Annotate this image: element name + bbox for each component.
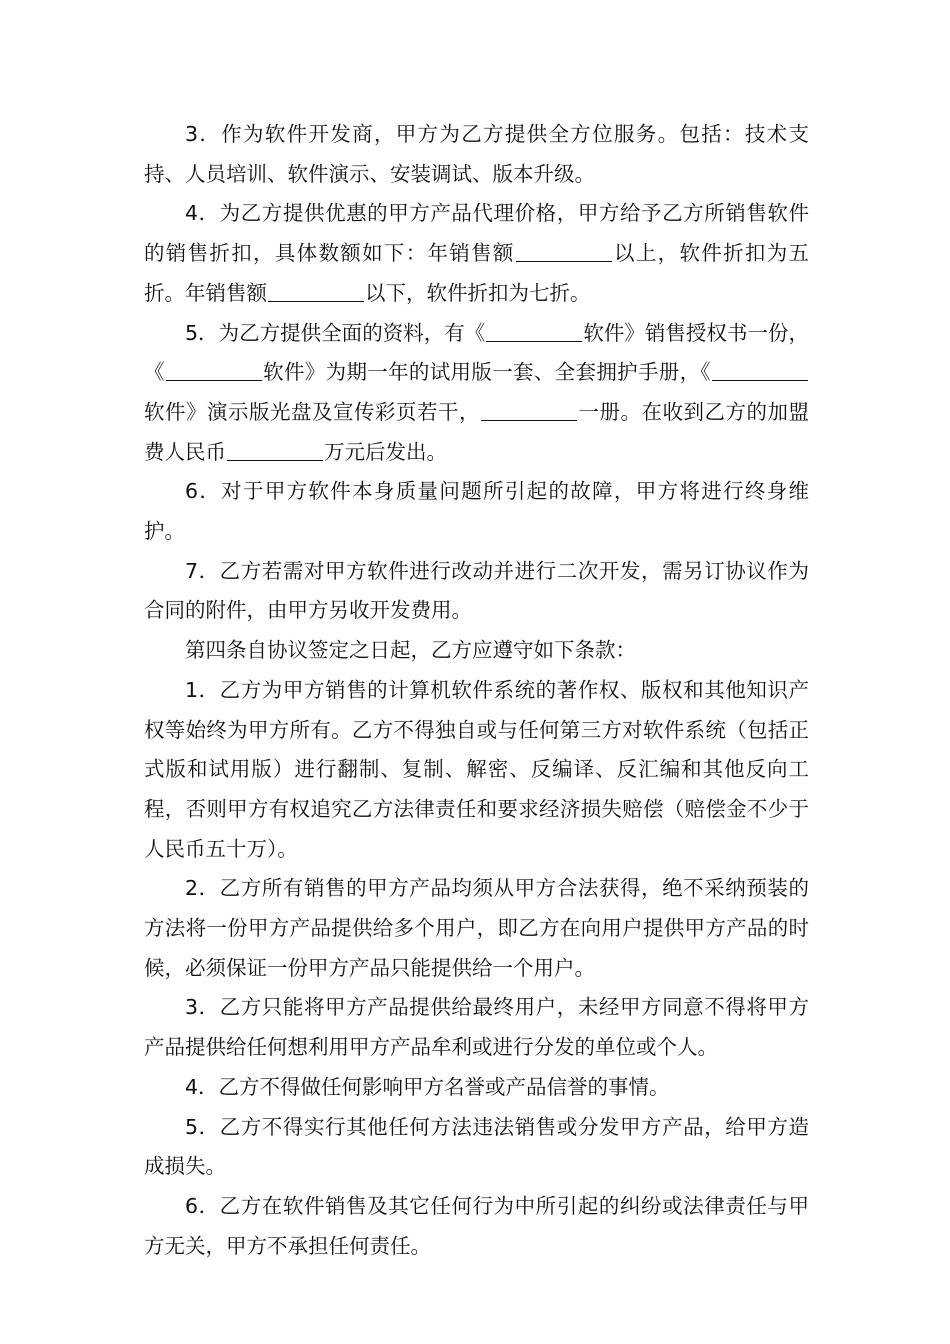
- text-run: 软件》为期一年的试用版一套、全套拥护手册，《: [262, 360, 712, 385]
- fill-in-blank: [516, 241, 612, 262]
- fill-in-blank: [712, 360, 808, 381]
- document-body: [144, 115, 809, 1266]
- paragraph-clause-4: 4．乙方不得做任何影响甲方名誉或产品信誉的事情。: [185, 1074, 670, 1099]
- article-four-heading: 第四条自协议签定之日起，乙方应遵守如下条款：: [185, 638, 636, 663]
- text-run: 软件》演示版光盘及宣传彩页若干，: [144, 399, 480, 424]
- paragraph-item-3: 3．作为软件开发商，甲方为乙方提供全方位服务。包括：技术支持、人员培训、软件演示、安装调试、版本升级。: [144, 122, 809, 186]
- text-run: 万元后发出。: [324, 439, 447, 464]
- text-run: 5．为乙方提供全面的资料，有《: [185, 320, 486, 345]
- text-run: 4．为乙方提供优惠的甲方产品代理价格，甲方给予乙方所销售软件的销售折扣，具体数额如下：年销售额: [144, 201, 809, 266]
- paragraph-item-5: [144, 314, 809, 473]
- paragraph-clause-5: 5．乙方不得实行其他任何方法违法销售或分发甲方产品，给甲方造成损失。: [144, 1114, 809, 1179]
- text-run: 软件》销售授权书一份，《: [144, 320, 810, 385]
- paragraph-clause-1: 1．乙方为甲方销售的计算机软件系统的著作权、版权和其他知识产权等始终为甲方所有。乙方不得独自或与任何第三方对软件系统（包括正式版和试用版）进行翻制、复制、解密、反编译、反汇编和其他反向工程，否则甲方有权追究乙方法律责任和要求经济损失赔偿（赔偿金不少于人民币五十万）。: [144, 677, 809, 861]
- fill-in-blank: [268, 281, 364, 302]
- fill-in-blank: [481, 400, 577, 421]
- paragraph-item-4: [144, 194, 809, 313]
- fill-in-blank: [166, 360, 262, 381]
- paragraph-clause-2: 2．乙方所有销售的甲方产品均须从甲方合法获得，绝不采纳预装的方法将一份甲方产品提供给多个用户，即乙方在向用户提供甲方产品的时候，必须保证一份甲方产品只能提供给一个用户。: [144, 876, 809, 980]
- fill-in-blank: [486, 321, 582, 342]
- paragraph-clause-3: 3．乙方只能将甲方产品提供给最终用户，未经甲方同意不得将甲方产品提供给任何想利用甲方产品牟利或进行分发的单位或个人。: [144, 995, 809, 1060]
- paragraph-item-7: 7．乙方若需对甲方软件进行改动并进行二次开发，需另订协议作为合同的附件，由甲方另收开发费用。: [144, 558, 809, 623]
- text-run: 以下，软件折扣为七折。: [365, 280, 591, 305]
- text-run: 以上，软件折扣为五折。年销售额: [144, 241, 810, 305]
- fill-in-blank: [227, 440, 323, 461]
- paragraph-item-6: 6．对于甲方软件本身质量问题所引起的故障，甲方将进行终身维护。: [144, 479, 809, 544]
- paragraph-clause-6: 6．乙方在软件销售及其它任何行为中所引起的纠纷或法律责任与甲方无关，甲方不承担任何责任。: [144, 1193, 809, 1258]
- text-run: 一册。在收到乙方的加盟费人民币: [144, 399, 809, 464]
